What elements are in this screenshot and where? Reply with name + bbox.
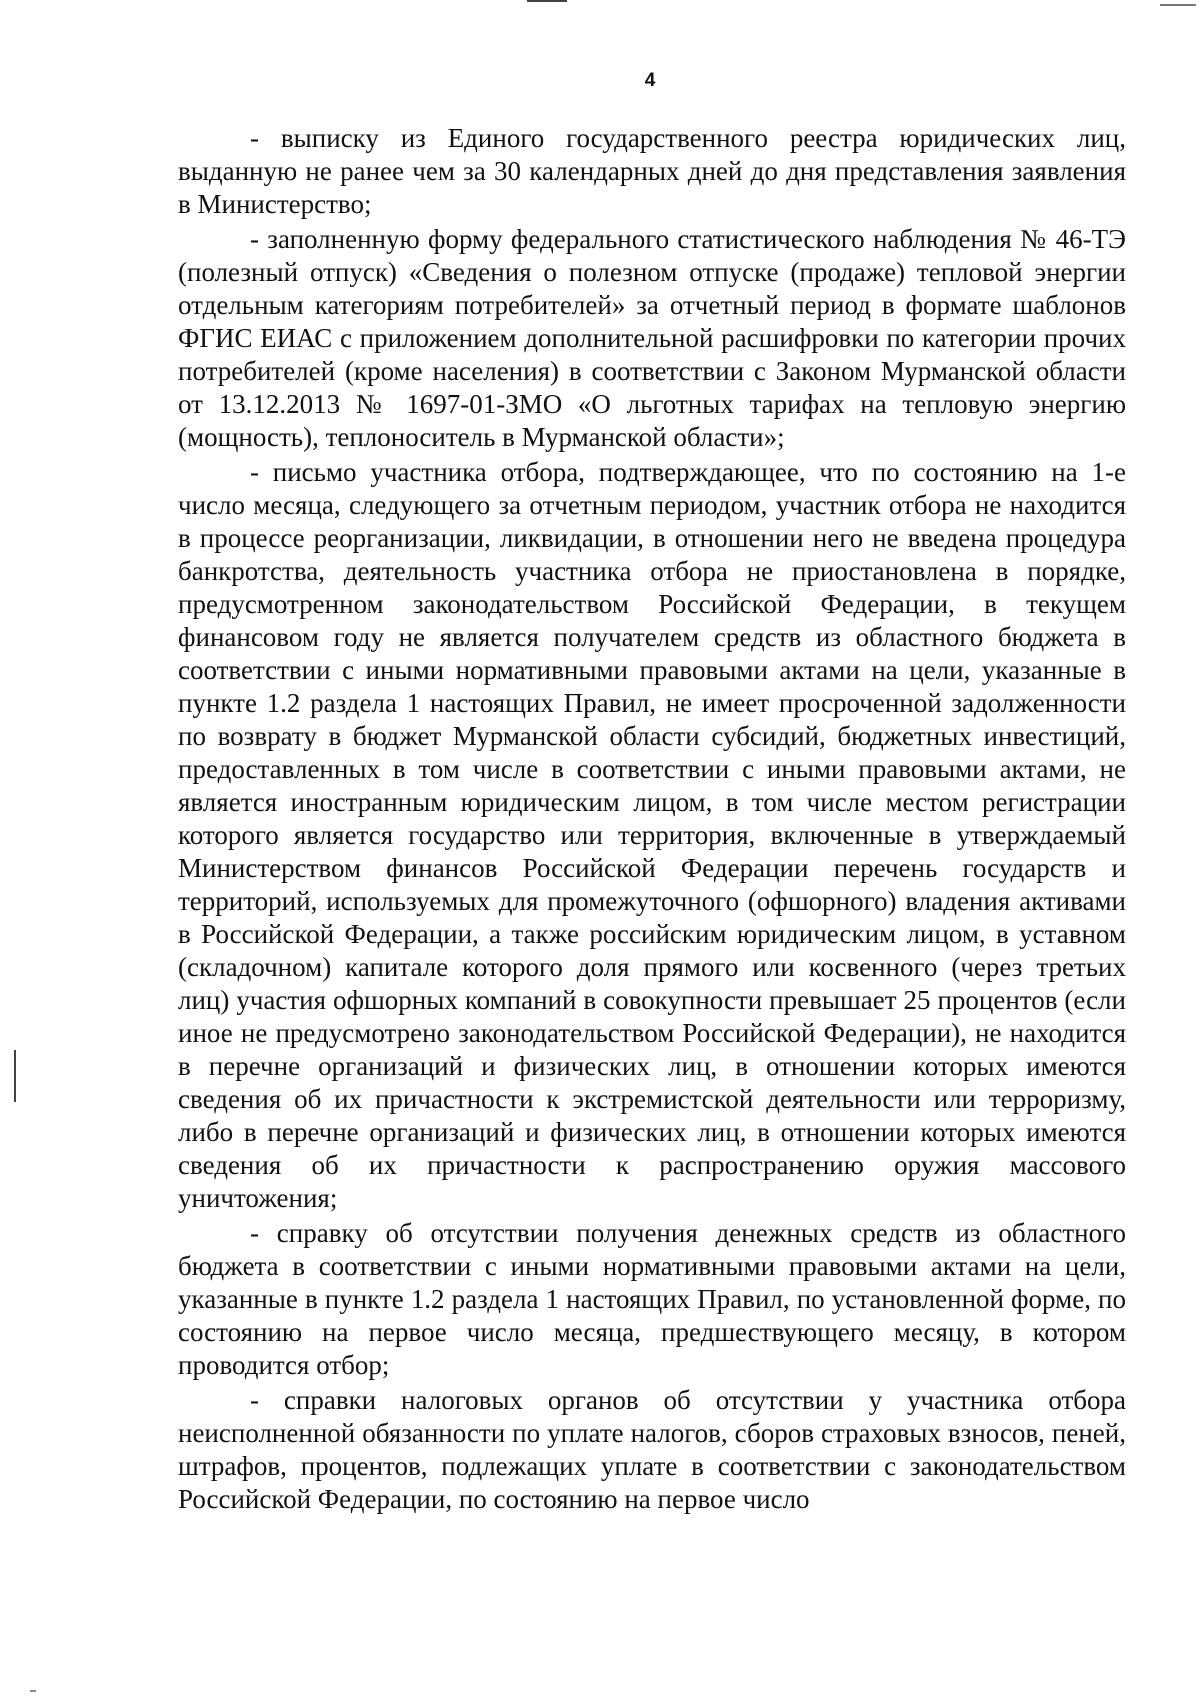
page-number: 4 xyxy=(644,70,656,91)
document-body xyxy=(178,122,1126,1518)
paragraph-statistical-form: - заполненную форму федерального статистического наблюдения № 46-ТЭ (полезный отпуск) «Сведения о полезном отпуске (продаже) тепловой энергии отдельным категориям потребителей» за отчетный период в формате шаблонов ФГИС ЕИАС с приложением дополнительной расшифровки по категории прочих потребителей (кроме населения) в соответствии с Законом Мурманской области от 13.12.2013 № 1697-01-ЗМО «О льготных тарифах на тепловую энергию (мощность), теплоноситель в Мурманской области»; xyxy=(178,224,1126,452)
paragraph-funds-certificate: - справку об отсутствии получения денежных средств из областного бюджета в соответствии с иными нормативными правовыми актами на цели, указанные в пункте 1.2 раздела 1 настоящих Правил, по установленной форме, по состоянию на первое число месяца, предшествующего месяцу, в котором проводится отбор; xyxy=(178,1218,1126,1380)
paragraph-participant-letter: - письмо участника отбора, подтверждающее, что по состоянию на 1-е число месяца, следующего за отчетным периодом, участник отбора не находится в процессе реорганизации, ликвидации, в отношении него не введена процедура банкротства, деятельность участника отбора не приостановлена в порядке, предусмотренном законодательством Российской Федерации, в текущем финансовом году не является получателем средств из областного бюджета в соответствии с иными нормативными правовыми актами на цели, указанные в пункте 1.2 раздела 1 настоящих Правил, не имеет просроченной задолженности по возврату в бюджет Мурманской области субсидий, бюджетных инвестиций, предоставленных в том числе в соответствии с иными правовыми актами, не является иностранным юридическим лицом, в том числе местом регистрации которого является государство или территория, включенные в утверждаемый Министерством финансов Российской Федерации перечень государств и территорий, используемых для промежуточного (офшорного) владения активами в Российской Федерации, а также российским юридическим лицом, в уставном (складочном) капитале которого доля прямого или косвенного (через третьих лиц) участия офшорных компаний в совокупности превышает 25 процентов (если иное не предусмотрено законодательством Российской Федерации), не находится в перечне организаций и физических лиц, в отношении которых имеются сведения об их причастности к экстремистской деятельности или терроризму, либо в перечне организаций и физических лиц, в отношении которых имеются сведения об их причастности к распространению оружия массового уничтожения; xyxy=(178,457,1126,1213)
scan-artifact-left-margin xyxy=(14,1050,16,1102)
paragraph-tax-certificates: - справки налоговых органов об отсутствии у участника отбора неисполненной обязанности по уплате налогов, сборов страховых взносов, пеней, штрафов, процентов, подлежащих уплате в соответствии с законодательством Российской Федерации, по состоянию на первое число xyxy=(178,1385,1126,1514)
paragraph-egrul-extract: - выписку из Единого государственного реестра юридических лиц, выданную не ранее чем за 30 календарных дней до дня представления заявления в Министерство; xyxy=(178,123,1126,219)
scan-artifact-top-right xyxy=(1160,4,1196,6)
scan-artifact-top xyxy=(527,0,567,2)
scan-artifact-bottom-left xyxy=(30,1690,36,1692)
